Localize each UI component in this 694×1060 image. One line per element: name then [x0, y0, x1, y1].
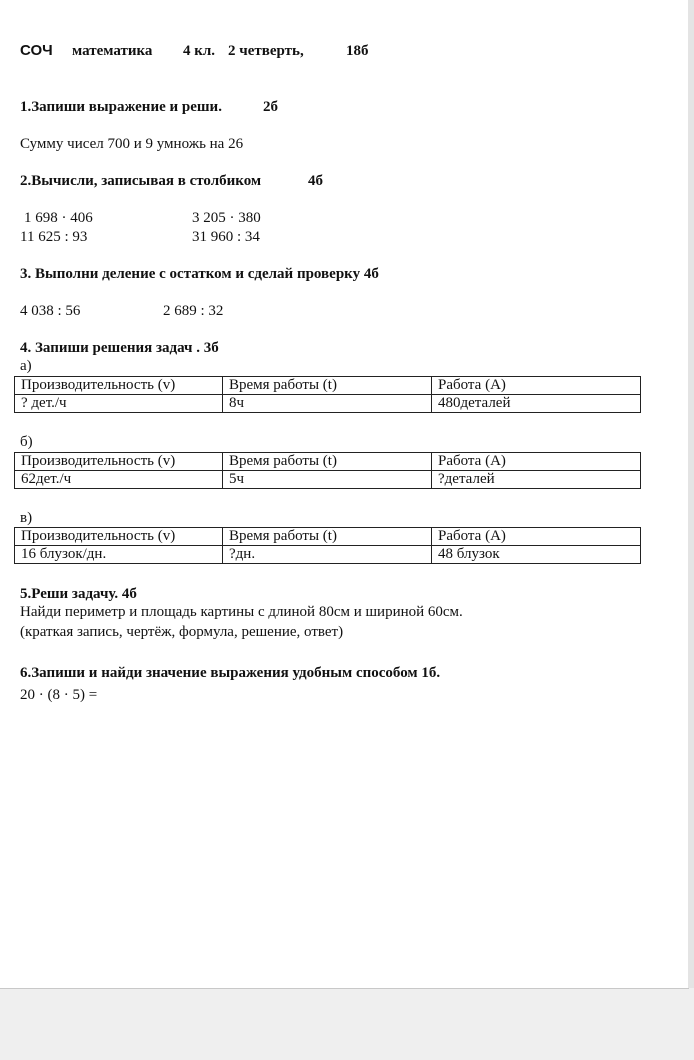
table-row — [15, 471, 641, 489]
header-cell-work: Работа (А) — [432, 528, 641, 546]
task2-expr-1: 1 698 · 406 — [24, 210, 93, 226]
task4b-label: б) — [20, 434, 33, 450]
cell-productivity: ? дет./ч — [15, 395, 223, 413]
task5-title: 5.Реши задачу. 4б — [20, 586, 137, 602]
cell-work: ?деталей — [432, 471, 641, 489]
table-row — [15, 395, 641, 413]
header-cell-productivity: Производительность (v) — [15, 528, 223, 546]
table-header-row — [15, 377, 641, 395]
task6-title: 6.Запиши и найди значение выражения удобным способом 1б. — [20, 665, 441, 681]
header-cell-work: Работа (А) — [432, 453, 641, 471]
cell-time: 8ч — [223, 395, 432, 413]
task4-title: 4. Запиши решения задач . 3б — [20, 340, 219, 356]
cell-productivity: 62дет./ч — [15, 471, 223, 489]
task2-expr-3: 11 625 : 93 — [20, 229, 88, 245]
table-header-row — [15, 528, 641, 546]
header-cell-time: Время работы (t) — [223, 528, 432, 546]
cell-productivity: 16 блузок/дн. — [15, 546, 223, 564]
task2-title: 2.Вычисли, записывая в столбиком — [20, 173, 262, 189]
task6-expr: 20 · (8 · 5) = — [20, 687, 98, 703]
task2-expr-2: 3 205 · 380 — [192, 210, 261, 226]
header-cell-time: Время работы (t) — [223, 377, 432, 395]
header-quarter: 2 четверть, — [228, 43, 304, 59]
header-cell-work: Работа (А) — [432, 377, 641, 395]
task4c-table — [14, 527, 641, 564]
task1-points: 2б — [263, 99, 278, 115]
task3-expr-2: 2 689 : 32 — [163, 303, 224, 319]
task2-points: 4б — [308, 173, 323, 189]
task4a-label: а) — [20, 358, 32, 374]
task1-title: 1.Запиши выражение и реши. — [20, 99, 222, 115]
table-row — [15, 546, 641, 564]
table-header-row — [15, 453, 641, 471]
task3-title: 3. Выполни деление с остатком и сделай проверку 4б — [20, 266, 379, 282]
vertical-scrollbar[interactable] — [688, 0, 694, 988]
header-subject: математика — [72, 43, 153, 59]
header-grade: 4 кл. — [183, 43, 216, 59]
header-cell-productivity: Производительность (v) — [15, 453, 223, 471]
task4a-table — [14, 376, 641, 413]
task4c-label: в) — [20, 510, 33, 526]
cell-work: 48 блузок — [432, 546, 641, 564]
task1-text: Сумму чисел 700 и 9 умножь на 26 — [20, 136, 244, 152]
cell-work: 480деталей — [432, 395, 641, 413]
task5-line1: Найди периметр и площадь картины с длиной 80см и шириной 60см. — [20, 604, 463, 620]
header-cell-productivity: Производительность (v) — [15, 377, 223, 395]
task2-expr-4: 31 960 : 34 — [192, 229, 260, 245]
task3-expr-1: 4 038 : 56 — [20, 303, 81, 319]
cell-time: 5ч — [223, 471, 432, 489]
cell-time: ?дн. — [223, 546, 432, 564]
header-soch: СОЧ — [20, 42, 53, 59]
header-cell-time: Время работы (t) — [223, 453, 432, 471]
task5-line2: (краткая запись, чертёж, формула, решение, ответ) — [20, 624, 344, 640]
header-points: 18б — [346, 43, 369, 59]
task4b-table — [14, 452, 641, 489]
